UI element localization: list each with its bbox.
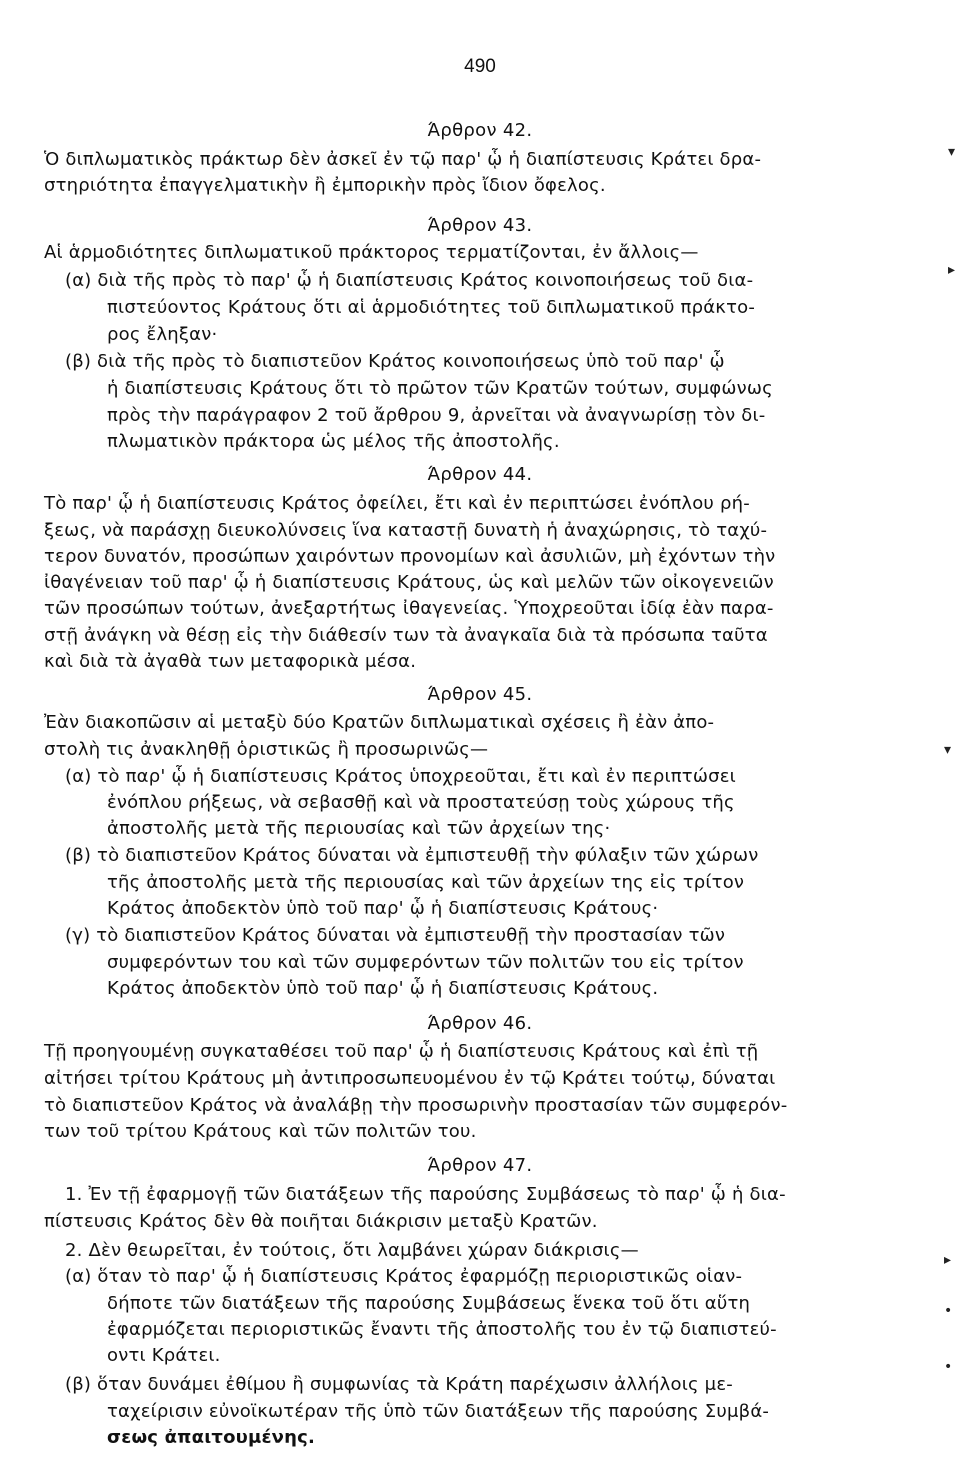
article-42-heading: Άρθρον 42.: [427, 120, 533, 141]
article-47-heading: Άρθρον 47.: [427, 1155, 533, 1176]
text-line: πίστευσις Κράτος δὲν θὰ ποιῆται διάκρισιν μεταξὺ Κρατῶν.: [44, 1211, 598, 1232]
text-line: 1. Ἐν τῇ ἐφαρμογῇ τῶν διατάξεων τῆς παρούσης Συμβάσεως τὸ παρ' ᾧ ἡ δια-: [65, 1184, 786, 1205]
text-line: Τῇ προηγουμένῃ συγκαταθέσει τοῦ παρ' ᾧ ἡ διαπίστευσις Κράτους καὶ ἐπὶ τῇ: [44, 1041, 759, 1062]
article-43-heading: Άρθρον 43.: [427, 215, 533, 236]
text-line: Κράτος ἀποδεκτὸν ὑπὸ τοῦ παρ' ᾧ ἡ διαπίστευσις Κράτους·: [107, 898, 659, 919]
text-line: τερον δυνατόν, προσώπων χαιρόντων προνομίων καὶ ἀσυλιῶν, μὴ ἐχόντων τὴν: [44, 546, 776, 567]
text-line: τῆς ἀποστολῆς μετὰ τῆς περιουσίας καὶ τῶν ἀρχείων της εἰς τρίτον: [107, 872, 745, 893]
text-line: Ὁ διπλωματικὸς πράκτωρ δὲν ἀσκεῖ ἐν τῷ παρ' ᾧ ἡ διαπίστευσις Κράτει δρα-: [44, 149, 762, 170]
text-line: Αἱ ἁρμοδιότητες διπλωματικοῦ πράκτορος τερματίζονται, ἐν ἄλλοις—: [44, 242, 699, 263]
text-line: (α) τὸ παρ' ᾧ ἡ διαπίστευσις Κράτος ὑποχρεοῦται, ἔτι καὶ ἐν περιπτώσει: [65, 766, 736, 787]
text-line: καὶ διὰ τὰ ἀγαθὰ των μεταφορικὰ μέσα.: [44, 651, 417, 672]
article-46-heading: Άρθρον 46.: [427, 1013, 533, 1034]
margin-mark: ▾: [944, 742, 952, 758]
text-line: στολὴ τις ἀνακληθῇ ὁριστικῶς ἢ προσωρινῶς—: [44, 739, 489, 760]
text-line: ἡ διαπίστευσις Κράτους ὅτι τὸ πρῶτον τῶν Κρατῶν τούτων, συμφώνως: [107, 378, 773, 399]
margin-mark: •: [944, 1303, 953, 1319]
text-line: Ἐὰν διακοπῶσιν αἱ μεταξὺ δύο Κρατῶν διπλωματικαὶ σχέσεις ἢ ἐὰν ἀπο-: [44, 712, 715, 733]
text-line: πιστεύοντος Κράτους ὅτι αἱ ἁρμοδιότητες τοῦ διπλωματικοῦ πράκτο-: [107, 297, 756, 318]
margin-mark: ▾: [948, 144, 956, 160]
text-line: Κράτος ἀποδεκτὸν ὑπὸ τοῦ παρ' ᾧ ἡ διαπίστευσις Κράτους.: [107, 978, 659, 999]
text-line: συμφερόντων του καὶ τῶν συμφερόντων τῶν πολιτῶν του εἰς τρίτον: [107, 952, 744, 973]
page-number: 490: [464, 56, 496, 77]
text-line: (α) ὅταν τὸ παρ' ᾧ ἡ διαπίστευσις Κράτος ἐφαρμόζῃ περιοριστικῶς οἱαν-: [65, 1266, 743, 1287]
text-line: (β) ὅταν δυνάμει ἐθίμου ἢ συμφωνίας τὰ Κράτη παρέχωσιν ἀλλήλοις με-: [65, 1374, 733, 1395]
text-line: ἰθαγένειαν τοῦ παρ' ᾧ ἡ διαπίστευσις Κράτους, ὡς καὶ μελῶν τῶν οἰκογενειῶν: [44, 572, 774, 593]
margin-mark: ▸: [948, 262, 956, 278]
text-line: 2. Δὲν θεωρεῖται, ἐν τούτοις, ὅτι λαμβάνει χώραν διάκρισις—: [65, 1240, 639, 1261]
text-line: ἐνόπλου ρήξεως, νὰ σεβασθῇ καὶ νὰ προστατεύσῃ τοὺς χώρους τῆς: [107, 792, 735, 813]
text-line: Τὸ παρ' ᾧ ἡ διαπίστευσις Κράτος ὀφείλει, ἔτι καὶ ἐν περιπτώσει ἐνόπλου ρή-: [44, 493, 750, 514]
text-line: στῇ ἀνάγκη νὰ θέσῃ εἰς τὴν διάθεσίν των τὰ ἀναγκαῖα διὰ τὰ πρόσωπα ταῦτα: [44, 625, 768, 646]
article-44-heading: Άρθρον 44.: [427, 464, 533, 485]
text-line: (β) διὰ τῆς πρὸς τὸ διαπιστεῦον Κράτος κοινοποιήσεως ὑπὸ τοῦ παρ' ᾧ: [65, 351, 725, 372]
text-line: πρὸς τὴν παράγραφον 2 τοῦ ἄρθρου 9, ἀρνεῖται νὰ ἀναγνωρίσῃ τὸν δι-: [107, 405, 766, 426]
text-line: ρος ἔληξαν·: [107, 324, 218, 345]
text-line: ἀποστολῆς μετὰ τῆς περιουσίας καὶ τῶν ἀρχείων της·: [107, 818, 611, 839]
article-45-heading: Άρθρον 45.: [427, 684, 533, 705]
text-line: (α) διὰ τῆς πρὸς τὸ παρ' ᾧ ἡ διαπίστευσις Κράτος κοινοποιήσεως τοῦ δια-: [65, 270, 754, 291]
text-line: τὸ διαπιστεῦον Κράτος νὰ ἀναλάβῃ τὴν προσωρινὴν προστασίαν τῶν συμφερόν-: [44, 1095, 788, 1116]
text-line: (γ) τὸ διαπιστεῦον Κράτος δύναται νὰ ἐμπιστευθῇ τὴν προστασίαν τῶν: [65, 925, 726, 946]
text-line: ταχείρισιν εὐνοϊκωτέραν τῆς ὑπὸ τῶν διατάξεων τῆς παρούσης Συμβά-: [107, 1401, 770, 1422]
text-line: ἐφαρμόζεται περιοριστικῶς ἔναντι τῆς ἀποστολῆς του ἐν τῷ διαπιστεύ-: [107, 1319, 777, 1340]
text-line: αἰτήσει τρίτου Κράτους μὴ ἀντιπροσωπευομένου ἐν τῷ Κράτει τούτῳ, δύναται: [44, 1068, 776, 1089]
text-line: ξεως, νὰ παράσχῃ διευκολύνσεις ἵνα καταστῇ δυνατὴ ἡ ἀναχώρησις, τὸ ταχύ-: [44, 520, 768, 541]
margin-mark: ▸: [944, 1252, 952, 1268]
text-line: των τοῦ τρίτου Κράτους καὶ τῶν πολιτῶν του.: [44, 1121, 477, 1142]
text-line: (β) τὸ διαπιστεῦον Κράτος δύναται νὰ ἐμπιστευθῇ τὴν φύλαξιν τῶν χώρων: [65, 845, 759, 866]
text-line: σεως ἀπαιτουμένης.: [107, 1427, 316, 1448]
margin-mark: •: [944, 1359, 953, 1375]
text-line: πλωματικὸν πράκτορα ὡς μέλος τῆς ἀποστολῆς.: [107, 431, 560, 452]
text-line: τῶν προσώπων τούτων, ἀνεξαρτήτως ἰθαγενείας. Ὑποχρεοῦται ἰδίᾳ ἐὰν παρα-: [44, 598, 774, 619]
text-line: στηριότητα ἐπαγγελματικὴν ἢ ἐμπορικὴν πρὸς ἴδιον ὄφελος.: [44, 175, 606, 196]
text-line: δήποτε τῶν διατάξεων τῆς παρούσης Συμβάσεως ἕνεκα τοῦ ὅτι αὕτη: [107, 1293, 751, 1314]
text-line: οντι Κράτει.: [107, 1345, 221, 1366]
